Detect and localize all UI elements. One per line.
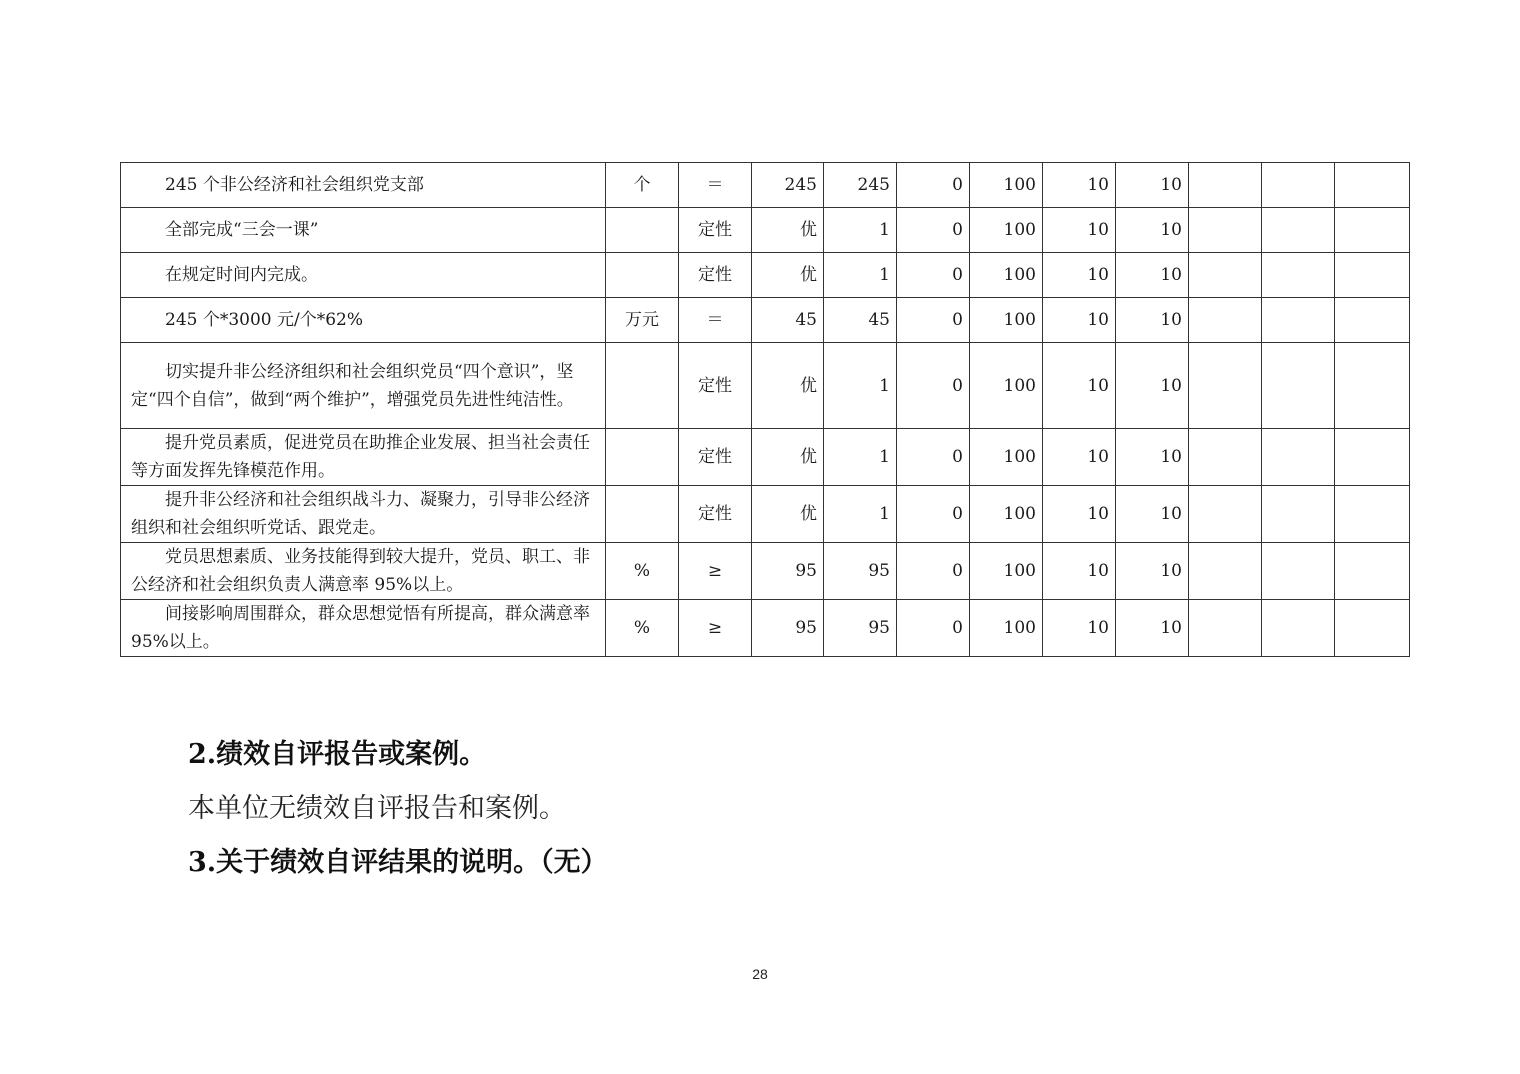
row-weight: 10: [1043, 429, 1116, 486]
row-completion-rate: 100: [970, 429, 1043, 486]
row-actual-value: 45: [824, 298, 897, 343]
row-empty-cell: [1262, 600, 1335, 657]
section-body-2: 本单位无绩效自评报告和案例。: [188, 793, 566, 824]
performance-table: [120, 162, 1410, 657]
row-operator: 定性: [679, 429, 752, 486]
row-deviation: 0: [897, 253, 970, 298]
row-empty-cell: [1189, 486, 1262, 543]
row-score: 10: [1116, 343, 1189, 429]
row-weight: 10: [1043, 543, 1116, 600]
row-empty-cell: [1189, 429, 1262, 486]
page-number: 28: [752, 966, 768, 982]
row-empty-cell: [1335, 253, 1410, 298]
row-actual-value: 1: [824, 343, 897, 429]
row-description: 党员思想素质、业务技能得到较大提升，党员、职工、非公经济和社会组织负责人满意率 95%以上。: [121, 543, 606, 600]
row-weight: 10: [1043, 163, 1116, 208]
row-actual-value: 1: [824, 253, 897, 298]
row-target-value: 优: [752, 343, 824, 429]
row-score: 10: [1116, 543, 1189, 600]
row-unit: [606, 486, 679, 543]
row-empty-cell: [1335, 486, 1410, 543]
row-operator: 定性: [679, 486, 752, 543]
row-target-value: 45: [752, 298, 824, 343]
row-weight: 10: [1043, 208, 1116, 253]
row-operator: 定性: [679, 208, 752, 253]
row-empty-cell: [1262, 163, 1335, 208]
row-deviation: 0: [897, 486, 970, 543]
row-deviation: 0: [897, 429, 970, 486]
row-target-value: 优: [752, 429, 824, 486]
row-empty-cell: [1189, 600, 1262, 657]
row-operator: ＝: [679, 298, 752, 343]
row-deviation: 0: [897, 543, 970, 600]
row-operator: ≥: [679, 543, 752, 600]
row-empty-cell: [1262, 253, 1335, 298]
row-empty-cell: [1262, 298, 1335, 343]
row-actual-value: 1: [824, 429, 897, 486]
row-target-value: 245: [752, 163, 824, 208]
row-unit: [606, 343, 679, 429]
row-score: 10: [1116, 600, 1189, 657]
row-description: 245 个*3000 元/个*62%: [121, 298, 606, 343]
row-empty-cell: [1335, 543, 1410, 600]
row-deviation: 0: [897, 298, 970, 343]
row-target-value: 优: [752, 486, 824, 543]
row-completion-rate: 100: [970, 543, 1043, 600]
row-weight: 10: [1043, 600, 1116, 657]
row-weight: 10: [1043, 298, 1116, 343]
row-weight: 10: [1043, 343, 1116, 429]
row-description: 在规定时间内完成。: [121, 253, 606, 298]
row-empty-cell: [1335, 298, 1410, 343]
row-completion-rate: 100: [970, 486, 1043, 543]
table-row: [121, 298, 1410, 343]
row-unit: [606, 429, 679, 486]
row-actual-value: 95: [824, 600, 897, 657]
row-operator: ＝: [679, 163, 752, 208]
row-weight: 10: [1043, 486, 1116, 543]
row-empty-cell: [1189, 253, 1262, 298]
row-empty-cell: [1262, 486, 1335, 543]
row-actual-value: 95: [824, 543, 897, 600]
row-deviation: 0: [897, 208, 970, 253]
row-description: 间接影响周围群众，群众思想觉悟有所提高，群众满意率 95%以上。: [121, 600, 606, 657]
row-unit: [606, 253, 679, 298]
row-empty-cell: [1335, 343, 1410, 429]
row-completion-rate: 100: [970, 253, 1043, 298]
table-row: [121, 600, 1410, 657]
row-weight: 10: [1043, 253, 1116, 298]
row-empty-cell: [1262, 343, 1335, 429]
row-operator: 定性: [679, 343, 752, 429]
section-heading-3: 3.关于绩效自评结果的说明。（无）: [188, 847, 608, 878]
row-actual-value: 245: [824, 163, 897, 208]
row-empty-cell: [1335, 600, 1410, 657]
row-score: 10: [1116, 253, 1189, 298]
row-score: 10: [1116, 163, 1189, 208]
table-row: [121, 253, 1410, 298]
row-score: 10: [1116, 208, 1189, 253]
row-completion-rate: 100: [970, 600, 1043, 657]
table-row: [121, 163, 1410, 208]
table-row: [121, 543, 1410, 600]
row-target-value: 优: [752, 253, 824, 298]
row-empty-cell: [1335, 208, 1410, 253]
table-row: [121, 486, 1410, 543]
row-target-value: 95: [752, 543, 824, 600]
row-target-value: 优: [752, 208, 824, 253]
row-unit: 个: [606, 163, 679, 208]
row-empty-cell: [1262, 208, 1335, 253]
row-score: 10: [1116, 486, 1189, 543]
row-empty-cell: [1189, 543, 1262, 600]
table-row: [121, 343, 1410, 429]
row-completion-rate: 100: [970, 298, 1043, 343]
row-empty-cell: [1189, 163, 1262, 208]
row-deviation: 0: [897, 343, 970, 429]
row-description: 提升非公经济和社会组织战斗力、凝聚力，引导非公经济组织和社会组织听党话、跟党走。: [121, 486, 606, 543]
row-empty-cell: [1335, 163, 1410, 208]
row-actual-value: 1: [824, 208, 897, 253]
row-description: 全部完成“三会一课”: [121, 208, 606, 253]
row-operator: 定性: [679, 253, 752, 298]
row-deviation: 0: [897, 600, 970, 657]
row-completion-rate: 100: [970, 343, 1043, 429]
row-empty-cell: [1189, 343, 1262, 429]
row-empty-cell: [1189, 298, 1262, 343]
row-unit: 万元: [606, 298, 679, 343]
row-completion-rate: 100: [970, 163, 1043, 208]
row-completion-rate: 100: [970, 208, 1043, 253]
row-deviation: 0: [897, 163, 970, 208]
row-description: 245 个非公经济和社会组织党支部: [121, 163, 606, 208]
row-unit: %: [606, 600, 679, 657]
table-row: [121, 429, 1410, 486]
row-empty-cell: [1262, 429, 1335, 486]
row-actual-value: 1: [824, 486, 897, 543]
row-operator: ≥: [679, 600, 752, 657]
row-score: 10: [1116, 298, 1189, 343]
row-description: 切实提升非公经济组织和社会组织党员“四个意识”，坚定“四个自信”，做到“两个维护”，增强党员先进性纯洁性。: [121, 343, 606, 429]
row-unit: %: [606, 543, 679, 600]
row-score: 10: [1116, 429, 1189, 486]
row-description: 提升党员素质，促进党员在助推企业发展、担当社会责任等方面发挥先锋模范作用。: [121, 429, 606, 486]
row-target-value: 95: [752, 600, 824, 657]
row-empty-cell: [1335, 429, 1410, 486]
row-empty-cell: [1262, 543, 1335, 600]
section-heading-2: 2.绩效自评报告或案例。: [188, 739, 487, 770]
row-unit: [606, 208, 679, 253]
row-empty-cell: [1189, 208, 1262, 253]
table-row: [121, 208, 1410, 253]
